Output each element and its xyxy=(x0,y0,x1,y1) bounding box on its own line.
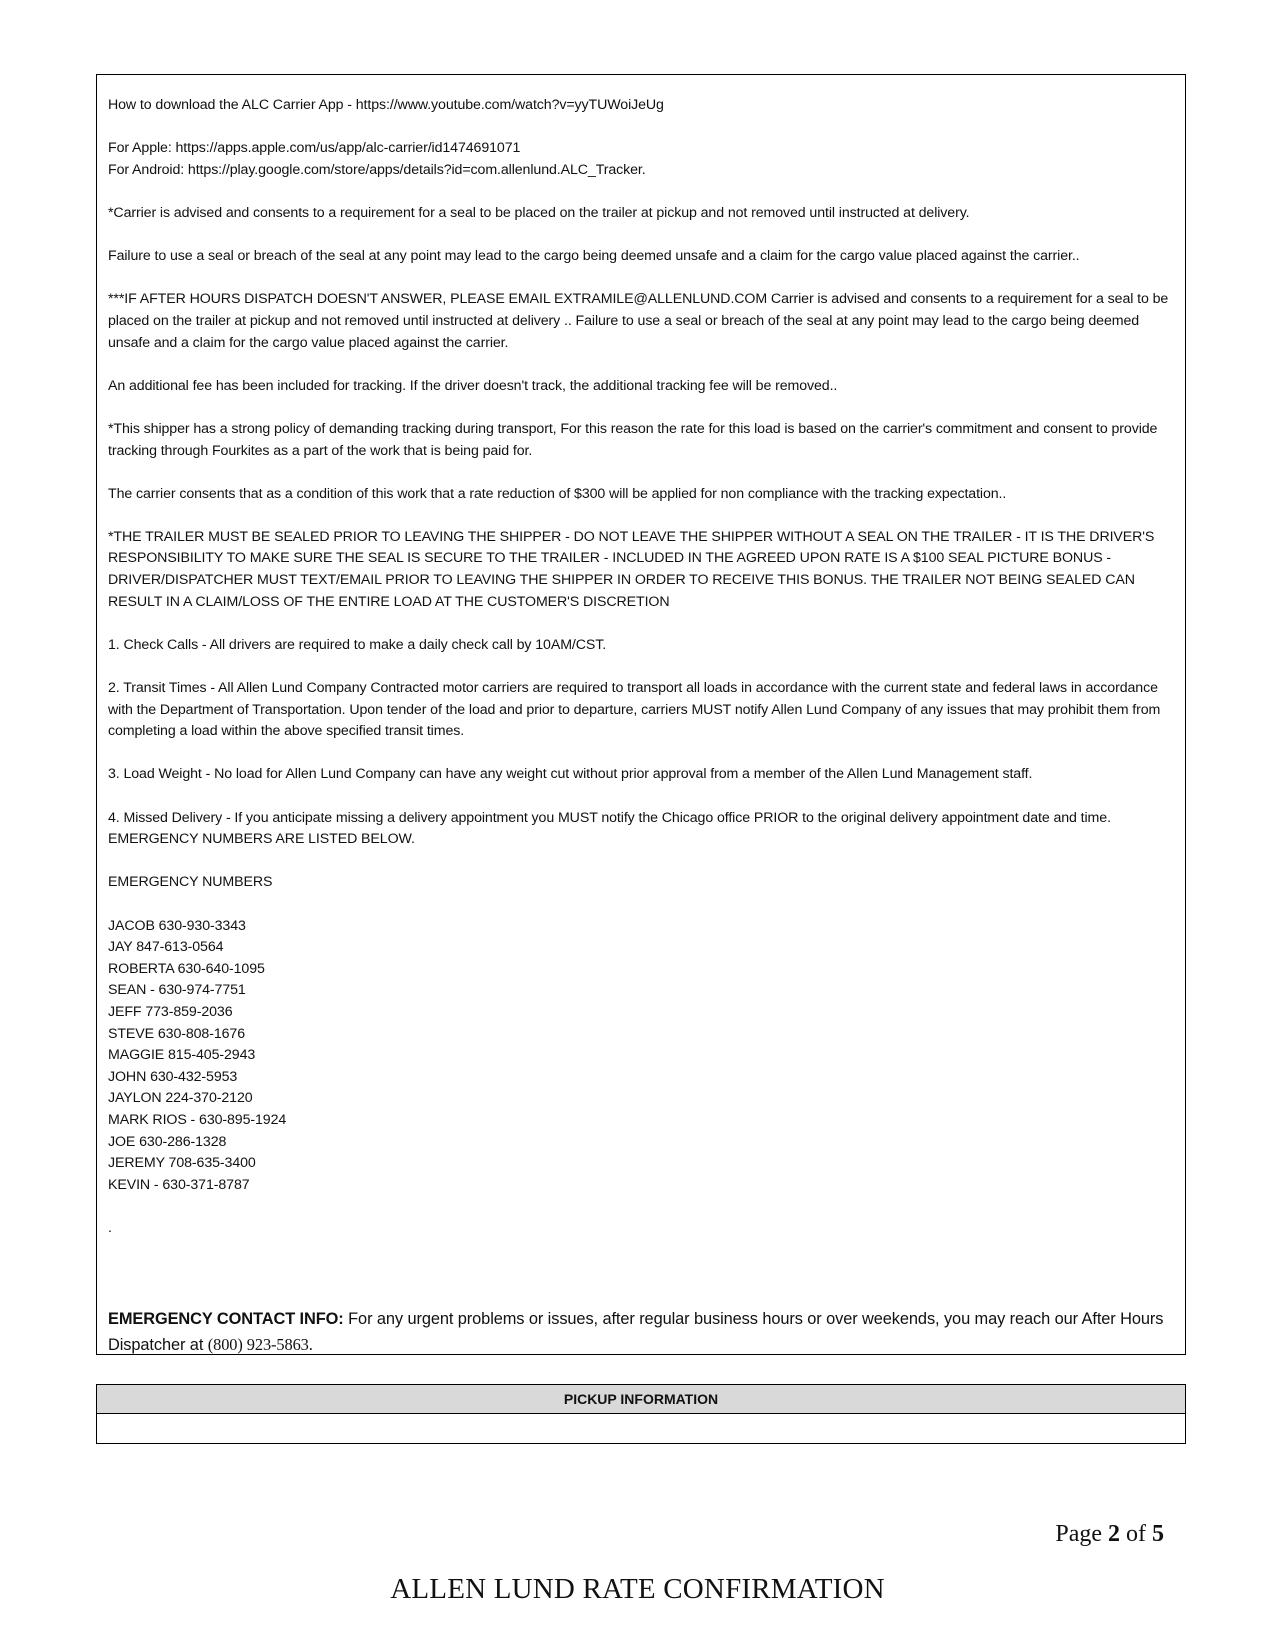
after-hours-note: ***IF AFTER HOURS DISPATCH DOESN'T ANSWER, PLEASE EMAIL EXTRAMILE@ALLENLUND.COM Carrier is advised and consents to a requirement for a seal to be placed on the trailer at pickup and not removed until instructed at delivery .. Failure to use a seal or breach of the seal at any point may lead to the cargo being deemed unsafe and a claim for the cargo value placed against the carrier. xyxy=(108,291,1169,351)
rate-reduction-note: The carrier consents that as a condition of this work that a rate reduction of $300 will be applied for non compliance with the tracking expectation.. xyxy=(108,485,1007,502)
page-prefix: Page xyxy=(1055,1521,1102,1547)
seal-requirement-note: *Carrier is advised and consents to a requirement for a seal to be placed on the trailer at pickup and not removed until instructed at delivery. xyxy=(108,204,970,221)
emergency-number-item: MAGGIE 815-405-2943 xyxy=(108,1047,256,1064)
trailing-dot: . xyxy=(108,1219,112,1236)
emergency-contact-label: EMERGENCY CONTACT INFO: xyxy=(108,1310,344,1328)
pickup-information-header: PICKUP INFORMATION xyxy=(97,1385,1185,1414)
load-weight-note: 3. Load Weight - No load for Allen Lund Company can have any weight cut without prior approval from a member of the Allen Lund Management staff. xyxy=(108,766,1033,783)
after-hours-phone: (800) 923-5863. xyxy=(207,1335,313,1354)
emergency-number-item: ROBERTA 630-640-1095 xyxy=(108,960,265,977)
emergency-number-item: JEREMY 708-635-3400 xyxy=(108,1155,256,1172)
emergency-number-item: JAYLON 224-370-2120 xyxy=(108,1090,253,1107)
footer-title: ALLEN LUND RATE CONFIRMATION xyxy=(390,1573,885,1605)
emergency-contact-info xyxy=(108,1307,1175,1358)
emergency-number-list xyxy=(108,916,1175,1197)
transit-times-note: 2. Transit Times - All Allen Lund Company Contracted motor carriers are required to transport all loads in accordance with the current state and federal laws in accordance with the Department of Transportation. Upon tender of the load and prior to departure, carriers MUST notify Allen Lund Company of any issues that may prohibit them from completing a load within the above specified transit times. xyxy=(108,680,1161,740)
page-current: 2 xyxy=(1108,1521,1120,1547)
emergency-number-item: JOE 630-286-1328 xyxy=(108,1133,227,1150)
page-total: 5 xyxy=(1152,1521,1164,1547)
emergency-contact-text: For any urgent problems or issues, after regular business hours or over weekends, you may reach our After Hours Dispatcher at xyxy=(108,1310,1164,1354)
tracking-policy-note: *This shipper has a strong policy of demanding tracking during transport, For this reason the rate for this load is based on the carrier's commitment and consent to provide tracking through Fourkites as a part of the work that is being paid for. xyxy=(108,420,1158,459)
tracking-fee-note: An additional fee has been included for tracking. If the driver doesn't track, the additional tracking fee will be removed.. xyxy=(108,377,838,394)
emergency-number-item: JEFF 773-859-2036 xyxy=(108,1003,233,1020)
trailer-sealed-note: *THE TRAILER MUST BE SEALED PRIOR TO LEAVING THE SHIPPER - DO NOT LEAVE THE SHIPPER WITHOUT A SEAL ON THE TRAILER - IT IS THE DRIVER'S RESPONSIBILITY TO MAKE SURE THE SEAL IS SECURE TO THE TRAILER - INCLUDED IN THE AGREED UPON RATE IS A $100 SEAL PICTURE BONUS - DRIVER/DISPATCHER MUST TEXT/EMAIL PRIOR TO LEAVING THE SHIPPER IN ORDER TO RECEIVE THIS BONUS. THE TRAILER NOT BEING SEALED CAN RESULT IN A CLAIM/LOSS OF THE ENTIRE LOAD AT THE CUSTOMER'S DISCRETION xyxy=(108,528,1155,610)
emergency-number-item: JACOB 630-930-3343 xyxy=(108,917,246,934)
emergency-number-item: JOHN 630-432-5953 xyxy=(108,1068,238,1085)
emergency-number-item: SEAN - 630-974-7751 xyxy=(108,982,246,999)
missed-delivery-note: 4. Missed Delivery - If you anticipate missing a delivery appointment you MUST notify the Chicago office PRIOR to the original delivery appointment date and time. EMERGENCY NUMBERS ARE LISTED BELOW. xyxy=(108,809,1111,848)
emergency-number-item: JAY 847-613-0564 xyxy=(108,939,224,956)
emergency-number-item: STEVE 630-808-1676 xyxy=(108,1025,246,1042)
page-number xyxy=(1055,1521,1164,1548)
emergency-number-item: MARK RIOS - 630-895-1924 xyxy=(108,1111,287,1128)
android-link-note: For Android: https://play.google.com/store/apps/details?id=com.allenlund.ALC_Tracker. xyxy=(108,161,646,178)
apple-link-note: For Apple: https://apps.apple.com/us/app/alc-carrier/id1474691071 xyxy=(108,140,521,157)
emergency-number-item: KEVIN - 630-371-8787 xyxy=(108,1176,250,1193)
pickup-information-table xyxy=(96,1384,1186,1444)
page-separator: of xyxy=(1126,1521,1146,1547)
carrier-notes-box xyxy=(96,74,1186,1355)
app-download-note: How to download the ALC Carrier App - https://www.youtube.com/watch?v=yyTUWoiJeUg xyxy=(108,97,664,113)
emergency-heading: EMERGENCY NUMBERS xyxy=(108,874,273,891)
seal-failure-note: Failure to use a seal or breach of the seal at any point may lead to the cargo being deemed unsafe and a claim for the cargo value placed against the carrier.. xyxy=(108,248,1080,265)
check-calls-note: 1. Check Calls - All drivers are required to make a daily check call by 10AM/CST. xyxy=(108,636,607,653)
